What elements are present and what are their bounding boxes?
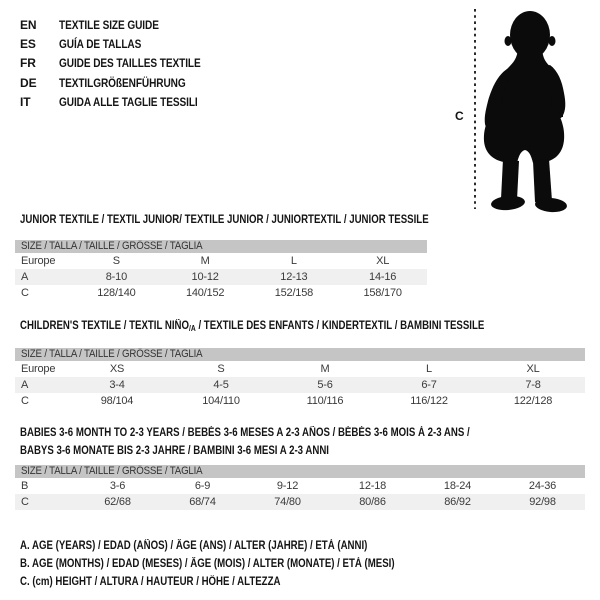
size-cell: 7-8 [481,377,585,393]
junior-size-table [15,240,427,301]
size-cell: 98/104 [100,395,134,407]
size-cell: 116/122 [410,395,448,407]
size-cell: S [217,363,225,375]
lang-row-en [20,15,228,34]
row-label: A [15,269,72,285]
children-title-sub: /A [189,324,196,333]
size-cell: XS [109,363,125,375]
size-cell: 3-6 [109,480,126,492]
size-cell: 74/80 [245,494,330,510]
lang-row-de [20,73,228,92]
size-cell: M [320,363,330,375]
size-cell: L [426,363,432,375]
note-text: B. AGE (MONTHS) / EDAD (MESES) / ÂGE (MOIS) / ALTER (MONATE) / ETÀ (MESI) [20,558,395,570]
size-cell: 122/128 [513,395,553,407]
note-age-years [20,537,466,555]
note-age-months [20,555,466,573]
size-header-bar [15,240,427,253]
size-cell: 18-24 [443,480,472,492]
row-label: C [21,287,29,299]
note-text: A. AGE (YEARS) / EDAD (AÑOS) / ÂGE (ANS) / ALTER (JAHRE) / ETÀ (ANNI) [20,540,368,552]
table-row [15,393,585,409]
size-cell: XL [526,363,540,375]
table-row [15,285,427,301]
baby-silhouette-icon [450,3,598,215]
size-cell: 128/140 [97,287,136,299]
size-cell: 4-5 [169,377,273,393]
lang-title: GUÍA DE TALLAS [59,37,142,52]
size-cell: 12-13 [250,269,339,285]
size-cell: 140/152 [185,287,225,299]
size-cell: 9-12 [276,480,299,492]
children-title-post: / TEXTILE DES ENFANTS / KINDERTEXTIL / BAMBINI TESSILE [195,320,485,332]
size-cell: M [200,255,210,267]
row-label: Europe [21,363,56,375]
size-cell: 6-7 [377,377,481,393]
size-cell: S [112,255,120,267]
table-row [15,478,585,494]
size-cell: 3-4 [65,377,169,393]
size-header-bar [15,465,585,478]
babies-title-line1: BABIES 3-6 MONTH TO 2-3 YEARS / BEBÉS 3-6 MESES A 2-3 AÑOS / BÉBÉS 3-6 MOIS À 2-3 ANS / [20,427,470,439]
junior-section-title [20,214,506,227]
lang-code: IT [20,95,31,110]
lang-title: GUIDA ALLE TAGLIE TESSILI [59,95,198,110]
size-cell: 8-10 [72,269,161,285]
size-cell: 5-6 [273,377,377,393]
junior-title-text: JUNIOR TEXTILE / TEXTIL JUNIOR/ TEXTILE JUNIOR / JUNIORTEXTIL / JUNIOR TESSILE [20,214,429,226]
size-cell: 12-18 [358,480,387,492]
size-cell: XL [376,255,390,267]
babies-size-table [15,465,585,510]
size-cell: 62/68 [75,494,160,510]
row-label: Europe [21,255,56,267]
lang-row-es [20,34,228,53]
children-title-text [20,320,484,335]
size-cell: 10-12 [161,269,250,285]
table-row [15,269,427,285]
table-row [15,494,585,510]
children-size-table [15,348,585,409]
row-label: C [15,494,75,510]
size-cell: 14-16 [338,269,427,285]
lang-code: EN [20,17,37,32]
size-cell: 92/98 [500,494,585,510]
note-height-cm [20,573,466,591]
size-cell: 158/170 [363,287,402,299]
size-cell: 110/116 [306,395,344,407]
children-title-pre: CHILDREN'S TEXTILE / TEXTIL NIÑO [20,320,190,332]
row-label: B [21,480,29,492]
size-cell: 68/74 [160,494,245,510]
size-bar-label: SIZE / TALLA / TAILLE / GRÖSSE / TAGLIA [21,465,203,477]
lang-title: TEXTILE SIZE GUIDE [59,17,159,32]
lang-title: GUIDE DES TAILLES TEXTILE [59,56,201,71]
size-header-bar [15,348,585,361]
babies-section-title [20,424,555,460]
height-figure [450,3,598,215]
lang-row-it [20,93,228,112]
language-title-list [20,15,228,112]
row-label: C [21,395,29,407]
children-section-title [20,320,573,335]
lang-title: TEXTILGRÖßENFÜHRUNG [59,75,186,90]
lang-code: DE [20,75,37,90]
baby-silhouette [484,11,568,213]
size-cell: 86/92 [415,494,500,510]
size-cell: 24-36 [528,480,557,492]
size-bar-label: SIZE / TALLA / TAILLE / GRÖSSE / TAGLIA [21,348,203,360]
table-row [15,361,585,377]
legend-notes [20,537,466,591]
row-label: A [15,377,65,393]
table-row [15,377,585,393]
note-text: C. (cm) HEIGHT / ALTURA / HAUTEUR / HÖHE / ALTEZZA [20,576,281,588]
size-cell: 6-9 [194,480,211,492]
size-cell: L [290,255,297,267]
size-cell: 80/86 [330,494,415,510]
height-measure-label: C [455,109,464,123]
lang-code: FR [20,56,36,71]
size-bar-label: SIZE / TALLA / TAILLE / GRÖSSE / TAGLIA [21,240,203,252]
table-row [15,253,427,269]
lang-row-fr [20,54,228,73]
size-cell: 104/110 [202,395,240,407]
size-cell: 152/158 [274,287,314,299]
babies-title-line2: BABYS 3-6 MONATE BIS 2-3 JAHRE / BAMBINI 3-6 MESI A 2-3 ANNI [20,445,329,457]
lang-code: ES [20,37,36,52]
